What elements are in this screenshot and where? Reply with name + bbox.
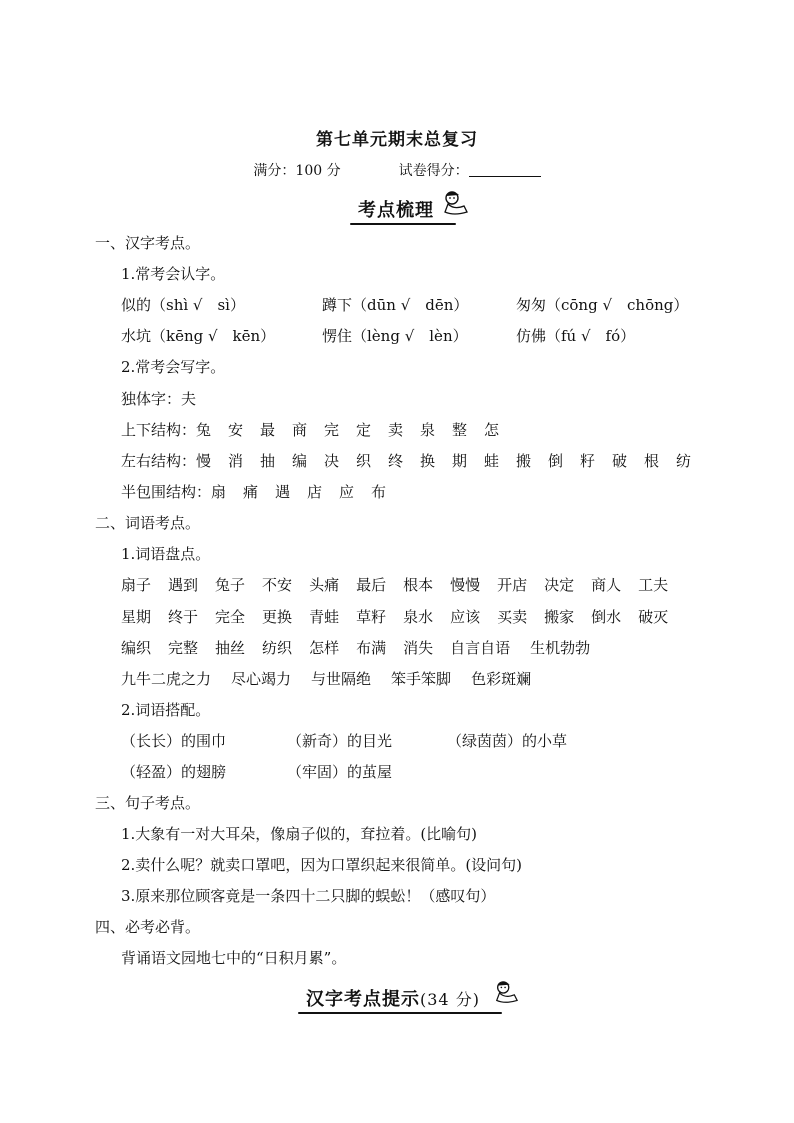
section-banner-hanzi <box>306 985 480 1011</box>
char-item: 商 <box>292 421 308 439</box>
char-item: 抽 <box>260 452 276 470</box>
full-score: 满分：100 分 <box>253 163 341 179</box>
char-item: 最 <box>260 421 276 439</box>
char-item: 倒 <box>548 452 564 470</box>
word-item: 完整 <box>168 639 199 657</box>
word-item: 商人 <box>591 576 622 594</box>
zuoyou-label: 左右结构： <box>121 452 197 470</box>
char-item: 换 <box>420 452 436 470</box>
word-item: 笨手笨脚 <box>391 670 452 688</box>
char-item: 整 <box>452 421 468 439</box>
sentence-1: 1.大象有一对大耳朵，像扇子似的，耷拉着。(比喻句) <box>121 825 478 843</box>
char-item: 安 <box>228 421 244 439</box>
pinyin-item: 蹲下（dūn √ dēn） <box>322 296 469 314</box>
char-item: 搬 <box>516 452 532 470</box>
match-item: （绿茵茵）的小草 <box>447 732 568 750</box>
banner-title: 考点梳理 <box>358 200 434 221</box>
word-item: 编织 <box>121 639 152 657</box>
sub-1-2: 2.常考会写字。 <box>121 358 226 376</box>
shangxia-line <box>121 419 516 440</box>
section-4-heading: 四、必考必背。 <box>95 918 201 936</box>
pinyin-item: 水坑（kēng √ kēn） <box>121 327 276 345</box>
mascot-icon <box>492 980 520 1006</box>
page-title: 第七单元期末总复习 <box>316 130 478 150</box>
word-item: 尽心竭力 <box>231 670 292 688</box>
word-row <box>121 606 685 627</box>
word-item: 抽丝 <box>215 639 246 657</box>
pinyin-item: 似的（shì √ sì） <box>121 296 245 314</box>
word-item: 搬家 <box>544 608 575 626</box>
char-item: 籽 <box>580 452 596 470</box>
word-item: 消失 <box>403 639 434 657</box>
char-item: 根 <box>644 452 660 470</box>
char-item: 痛 <box>243 483 259 501</box>
char-item: 纺 <box>676 452 692 470</box>
word-row <box>121 574 685 595</box>
char-item: 兔 <box>196 421 212 439</box>
char-item: 遇 <box>275 483 291 501</box>
section-3-heading: 三、句子考点。 <box>95 794 201 812</box>
word-item: 九牛二虎之力 <box>121 670 212 688</box>
match-item: （牢固）的茧屋 <box>287 763 393 781</box>
section-1-heading: 一、汉字考点。 <box>95 234 201 252</box>
word-item: 纺织 <box>262 639 293 657</box>
recite-line: 背诵语文园地七中的“日积月累”。 <box>121 949 347 967</box>
word-item: 破灭 <box>638 608 669 626</box>
char-item: 慢 <box>196 452 212 470</box>
banner-underline <box>298 1012 502 1014</box>
match-item: （长长）的围巾 <box>121 732 227 750</box>
word-item: 布满 <box>356 639 387 657</box>
word-item: 生机勃勃 <box>530 639 591 657</box>
word-item: 兔子 <box>215 576 246 594</box>
word-item: 慢慢 <box>450 576 481 594</box>
char-item: 定 <box>356 421 372 439</box>
match-item: （轻盈）的翅膀 <box>121 763 227 781</box>
banner-underline <box>350 223 456 225</box>
char-item: 布 <box>371 483 387 501</box>
pinyin-item: 匆匆（cōng √ chōng） <box>516 296 689 314</box>
char-item: 破 <box>612 452 628 470</box>
word-item: 扇子 <box>121 576 152 594</box>
word-item: 草籽 <box>356 608 387 626</box>
word-item: 星期 <box>121 608 152 626</box>
word-item: 泉水 <box>403 608 434 626</box>
char-item: 应 <box>339 483 355 501</box>
score-blank[interactable] <box>469 162 541 177</box>
pinyin-item: 愣住（lèng √ lèn） <box>322 327 468 345</box>
score-line <box>0 160 794 180</box>
sub-2-2: 2.词语搭配。 <box>121 701 211 719</box>
char-item: 期 <box>452 452 468 470</box>
word-row <box>121 637 610 658</box>
word-item: 青蛙 <box>309 608 340 626</box>
shangxia-label: 上下结构： <box>121 421 197 439</box>
mascot-icon <box>440 190 470 218</box>
char-item: 消 <box>228 452 244 470</box>
char-item: 完 <box>324 421 340 439</box>
sentence-3: 3.原来那位顾客竟是一条四十二只脚的蜈蚣！（感叹句） <box>121 887 496 905</box>
char-item: 终 <box>388 452 404 470</box>
sub-1-1: 1.常考会认字。 <box>121 265 226 283</box>
banbao-label: 半包围结构： <box>121 483 212 501</box>
zuoyou-line <box>121 450 708 471</box>
word-item: 头痛 <box>309 576 340 594</box>
char-item: 泉 <box>420 421 436 439</box>
word-item: 倒水 <box>591 608 622 626</box>
char-list <box>211 483 403 501</box>
match-item: （新奇）的目光 <box>287 732 393 750</box>
word-item: 最后 <box>356 576 387 594</box>
pinyin-item: 仿佛（fú √ fó） <box>516 327 636 345</box>
char-item: 编 <box>292 452 308 470</box>
char-list <box>196 421 516 439</box>
sentence-2: 2.卖什么呢？就卖口罩吧，因为口罩织起来很简单。(设问句) <box>121 856 523 874</box>
section-2-heading: 二、词语考点。 <box>95 514 201 532</box>
duti-line: 独体字：夫 <box>121 390 197 408</box>
word-item: 决定 <box>544 576 575 594</box>
char-item: 决 <box>324 452 340 470</box>
char-item: 怎 <box>484 421 500 439</box>
word-row <box>121 668 551 689</box>
char-item: 织 <box>356 452 372 470</box>
word-item: 不安 <box>262 576 293 594</box>
char-item: 蛙 <box>484 452 500 470</box>
banner-title: 汉字考点提示 <box>306 989 420 1010</box>
word-item: 终于 <box>168 608 199 626</box>
word-item: 工夫 <box>638 576 669 594</box>
word-item: 应该 <box>450 608 481 626</box>
banner-score: (34 分) <box>420 990 480 1009</box>
banbao-line <box>121 481 403 502</box>
score-got-label: 试卷得分： <box>398 163 469 179</box>
word-item: 开店 <box>497 576 528 594</box>
word-item: 根本 <box>403 576 434 594</box>
char-item: 卖 <box>388 421 404 439</box>
word-item: 怎样 <box>309 639 340 657</box>
section-banner-kaodian <box>358 196 434 222</box>
char-list <box>196 452 708 470</box>
word-item: 完全 <box>215 608 246 626</box>
word-item: 色彩斑斓 <box>471 670 532 688</box>
sub-2-1: 1.词语盘点。 <box>121 545 211 563</box>
char-item: 店 <box>307 483 323 501</box>
char-item: 扇 <box>211 483 227 501</box>
word-item: 遇到 <box>168 576 199 594</box>
word-item: 自言自语 <box>450 639 511 657</box>
word-item: 与世隔绝 <box>311 670 372 688</box>
word-item: 更换 <box>262 608 293 626</box>
word-item: 买卖 <box>497 608 528 626</box>
